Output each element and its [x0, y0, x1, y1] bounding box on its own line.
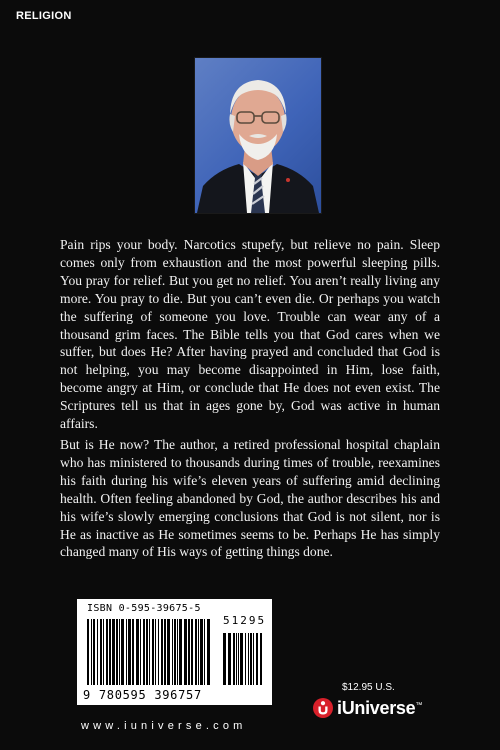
blurb-paragraph-2: But is He now? The author, a retired professional hospital chaplain who has ministered to thousands during times of trouble, reexamines his faith during his wife’s eleven years of suffering amid declining health. Often feeling abandoned by God, the author describes his and his wife’s slowly emerging conclusions that God is not silent, nor is He as inactive as He sometimes seems to be. Perhaps He has simply changed many of His ways of getting things done. [60, 437, 440, 560]
publisher-logo [312, 697, 422, 719]
iuniverse-logo-icon [312, 697, 334, 719]
trademark-symbol: ™ [415, 701, 423, 709]
author-photo [194, 57, 322, 214]
ean-digits: 9 780595 396757 [83, 688, 202, 702]
price-code: 51295 [223, 614, 267, 627]
isbn-barcode [77, 599, 272, 705]
publisher-website: www.iuniverse.com [81, 720, 247, 732]
publisher-name [337, 698, 422, 719]
blurb-paragraph-1: Pain rips your body. Narcotics stupefy, but relieve no pain. Sleep comes only from exhaustion and the most powerful sleeping pills. You pray for relief. But you get no relief. You aren’t really living any more. You pray to die. But you can’t even die. Or perhaps you watch the suffering of someone you love. Trouble can wear any of a thousand grim faces. The Bible tells you that God cares when we suffer, but does He? After having prayed and concluded that God is not helping, you may become disappointed in Him, lose faith, become angry at Him, or conclude that He does not even exist. The Scriptures tell us that in ages gone by, God was active in human affairs. [60, 237, 440, 432]
category-label: RELIGION [16, 10, 72, 22]
barcode-bars [85, 619, 265, 689]
retail-price: $12.95 U.S. [342, 682, 395, 693]
isbn-label: ISBN 0-595-39675-5 [87, 603, 201, 614]
publisher-name-text: iUniverse [337, 697, 416, 718]
